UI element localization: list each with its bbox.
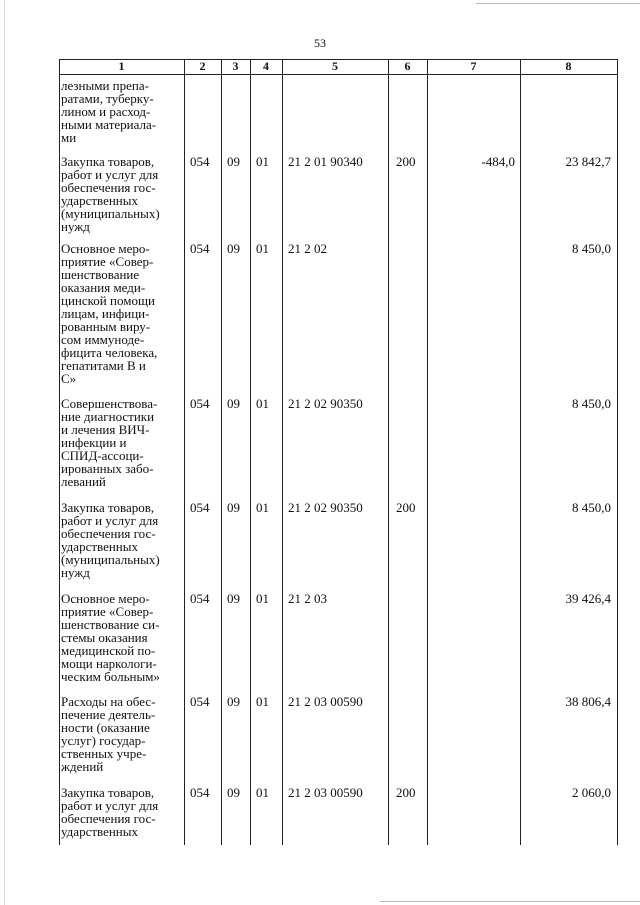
column-divider bbox=[427, 59, 428, 845]
amount-total: 38 806,4 bbox=[565, 694, 611, 709]
scan-edge bbox=[4, 0, 5, 905]
ministry-code: 054 bbox=[190, 785, 210, 800]
subsection-code: 01 bbox=[256, 694, 269, 709]
target-article-code: 21 2 02 90350 bbox=[288, 396, 363, 411]
subsection-code: 01 bbox=[256, 591, 269, 606]
ministry-code: 054 bbox=[190, 241, 210, 256]
column-divider bbox=[221, 59, 222, 845]
header-bottom-border bbox=[59, 74, 617, 75]
column-divider bbox=[59, 59, 60, 845]
row-name: лезными препа- ратами, туберку- лином и расход- ными материала- ми bbox=[61, 78, 157, 145]
col-8-header: 8 bbox=[565, 59, 572, 73]
ministry-code: 054 bbox=[190, 591, 210, 606]
section-code: 09 bbox=[227, 694, 240, 709]
expense-type-code: 200 bbox=[396, 785, 416, 800]
target-article-code: 21 2 03 00590 bbox=[288, 694, 363, 709]
column-divider bbox=[617, 59, 618, 845]
ministry-code: 054 bbox=[190, 694, 210, 709]
section-code: 09 bbox=[227, 154, 240, 169]
subsection-code: 01 bbox=[256, 241, 269, 256]
amount-total: 23 842,7 bbox=[565, 154, 611, 169]
col-1-header: 1 bbox=[118, 59, 125, 73]
col-3-header: 3 bbox=[232, 59, 239, 73]
column-divider bbox=[388, 59, 389, 845]
column-divider bbox=[520, 59, 521, 845]
column-divider bbox=[282, 59, 283, 845]
section-code: 09 bbox=[227, 591, 240, 606]
target-article-code: 21 2 02 bbox=[288, 241, 327, 256]
amount-total: 39 426,4 bbox=[565, 591, 611, 606]
expense-type-code: 200 bbox=[396, 154, 416, 169]
subsection-code: 01 bbox=[256, 785, 269, 800]
subsection-code: 01 bbox=[256, 154, 269, 169]
ministry-code: 054 bbox=[190, 154, 210, 169]
row-name: Основное меро- приятие «Совер- шенствование оказания меди- цинской помощи лицам, инфици- рованным виру- сом иммуноде- фицита человека, гепатитами В и С» bbox=[61, 241, 158, 386]
subsection-code: 01 bbox=[256, 396, 269, 411]
target-article-code: 21 2 03 bbox=[288, 591, 327, 606]
expense-type-code: 200 bbox=[396, 500, 416, 515]
column-divider bbox=[250, 59, 251, 845]
col-2-header: 2 bbox=[199, 59, 206, 73]
section-code: 09 bbox=[227, 241, 240, 256]
section-code: 09 bbox=[227, 396, 240, 411]
amount-total: 8 450,0 bbox=[572, 241, 611, 256]
target-article-code: 21 2 02 90350 bbox=[288, 500, 363, 515]
scan-artifact-top bbox=[476, 3, 640, 4]
amount-total: 2 060,0 bbox=[572, 785, 611, 800]
row-name: Закупка товаров, работ и услуг для обеспечения гос- ударственных (муниципальных) нужд bbox=[61, 154, 160, 234]
section-code: 09 bbox=[227, 500, 240, 515]
section-code: 09 bbox=[227, 785, 240, 800]
row-name: Закупка товаров, работ и услуг для обеспечения гос- ударственных (муниципальных) нужд bbox=[61, 500, 160, 580]
column-divider bbox=[184, 59, 185, 845]
amount-total: 8 450,0 bbox=[572, 500, 611, 515]
row-name: Совершенствова- ние диагностики и лечения ВИЧ- инфекции и СПИД-ассоци- ированных забо- леваний bbox=[61, 396, 158, 489]
scan-artifact-bottom bbox=[380, 901, 640, 902]
target-article-code: 21 2 01 90340 bbox=[288, 154, 363, 169]
ministry-code: 054 bbox=[190, 500, 210, 515]
row-name: Расходы на обес- печение деятель- ности (оказание услуг) государ- ственных учре- ждений bbox=[61, 694, 156, 774]
page-number: 53 bbox=[314, 36, 326, 50]
col-5-header: 5 bbox=[332, 59, 338, 73]
row-name: Закупка товаров, работ и услуг для обеспечения гос- ударственных bbox=[61, 785, 159, 839]
target-article-code: 21 2 03 00590 bbox=[288, 785, 363, 800]
col-6-header: 6 bbox=[404, 59, 411, 73]
col-7-header: 7 bbox=[470, 59, 477, 73]
amount-change: -484,0 bbox=[481, 154, 515, 169]
row-name: Основное меро- приятие «Совер- шенствование си- стемы оказания медицинской по- мощи наркологи- ческим больным» bbox=[61, 591, 160, 684]
amount-total: 8 450,0 bbox=[572, 396, 611, 411]
col-4-header: 4 bbox=[263, 59, 269, 73]
ministry-code: 054 bbox=[190, 396, 210, 411]
subsection-code: 01 bbox=[256, 500, 269, 515]
